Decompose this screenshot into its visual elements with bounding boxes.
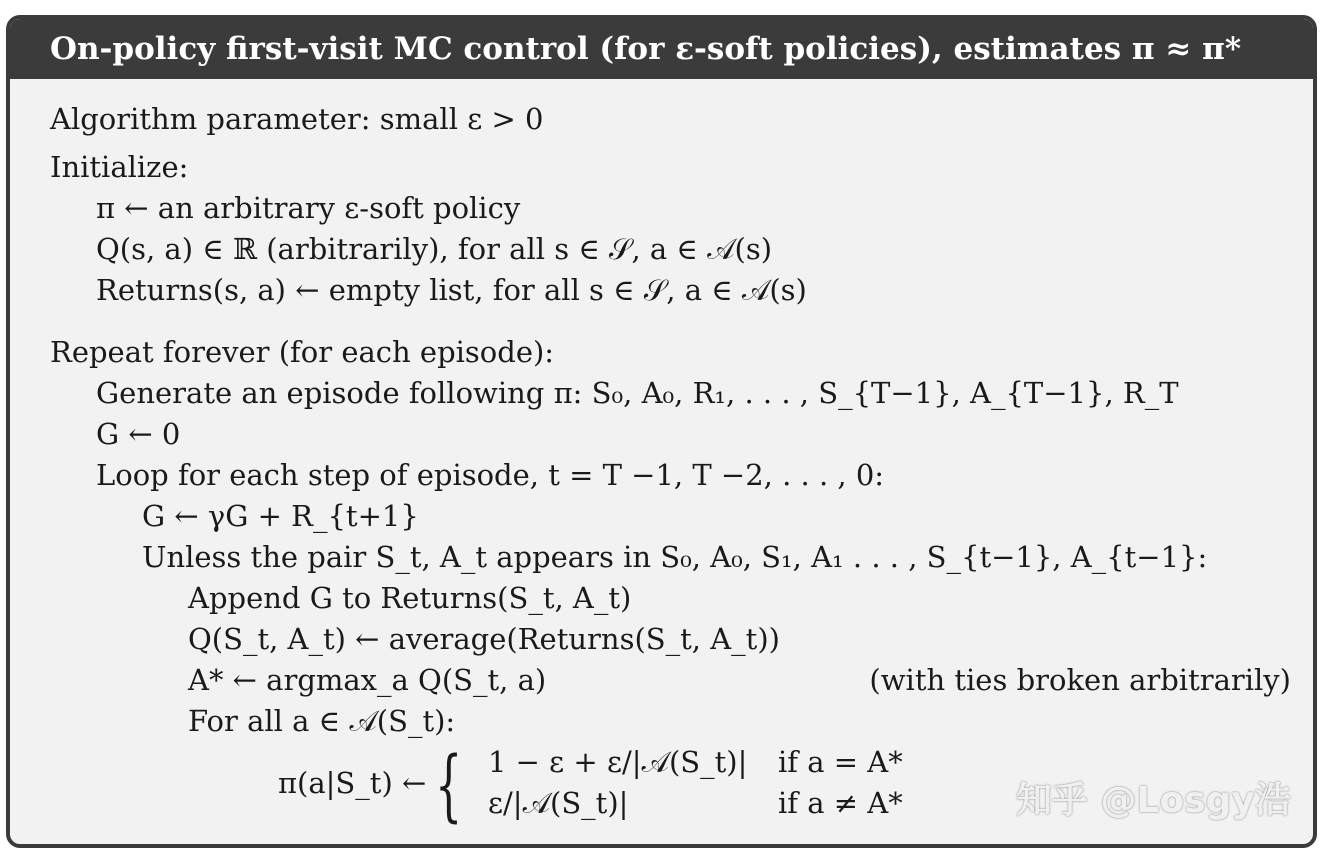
case1-value: 1 − ε + ε/|𝒜(S_t)| <box>488 745 748 779</box>
append-returns: Append G to Returns(S_t, A_t) <box>188 581 632 615</box>
cases-brace: { <box>435 741 463 831</box>
init-policy: π ← an arbitrary ε-soft policy <box>96 191 521 225</box>
watermark: 知乎 @Losgy浩 <box>1016 780 1291 821</box>
g-update: G ← γG + R_{t+1} <box>142 499 419 533</box>
case2-value: ε/|𝒜(S_t)| <box>488 786 629 820</box>
algorithm-parameter: Algorithm parameter: small ε > 0 <box>50 102 544 136</box>
repeat-forever: Repeat forever (for each episode): <box>50 335 555 369</box>
g-initialize: G ← 0 <box>96 417 181 451</box>
for-all-actions: For all a ∈ 𝒜(S_t): <box>188 704 456 738</box>
initialize-heading: Initialize: <box>50 150 189 184</box>
init-returns: Returns(s, a) ← empty list, for all s ∈ 𝒮, a ∈ 𝒜(s) <box>96 273 807 307</box>
algorithm-box <box>6 15 1317 848</box>
init-q-values: Q(s, a) ∈ ℝ (arbitrarily), for all s ∈ 𝒮, a ∈ 𝒜(s) <box>96 232 773 266</box>
algorithm-title: On-policy first-visit MC control (for ε-soft policies), estimates π ≈ π* <box>10 19 1313 79</box>
algorithm-body <box>10 79 1313 844</box>
generate-episode: Generate an episode following π: S₀, A₀, R₁, . . . , S_{T−1}, A_{T−1}, R_T <box>96 376 1179 410</box>
unless-first-visit: Unless the pair S_t, A_t appears in S₀, A₀, S₁, A₁ . . . , S_{t−1}, A_{t−1}: <box>142 540 1208 574</box>
q-update: Q(S_t, A_t) ← average(Returns(S_t, A_t)) <box>188 622 780 656</box>
greedy-action: A* ← argmax_a Q(S_t, a) <box>188 663 547 697</box>
policy-update-lhs: π(a|S_t) ← <box>278 766 427 800</box>
loop-steps: Loop for each step of episode, t = T −1, T −2, . . . , 0: <box>96 458 885 492</box>
case1-condition: if a = A* <box>778 745 903 779</box>
ties-note: (with ties broken arbitrarily) <box>869 663 1291 697</box>
case2-condition: if a ≠ A* <box>778 786 903 820</box>
